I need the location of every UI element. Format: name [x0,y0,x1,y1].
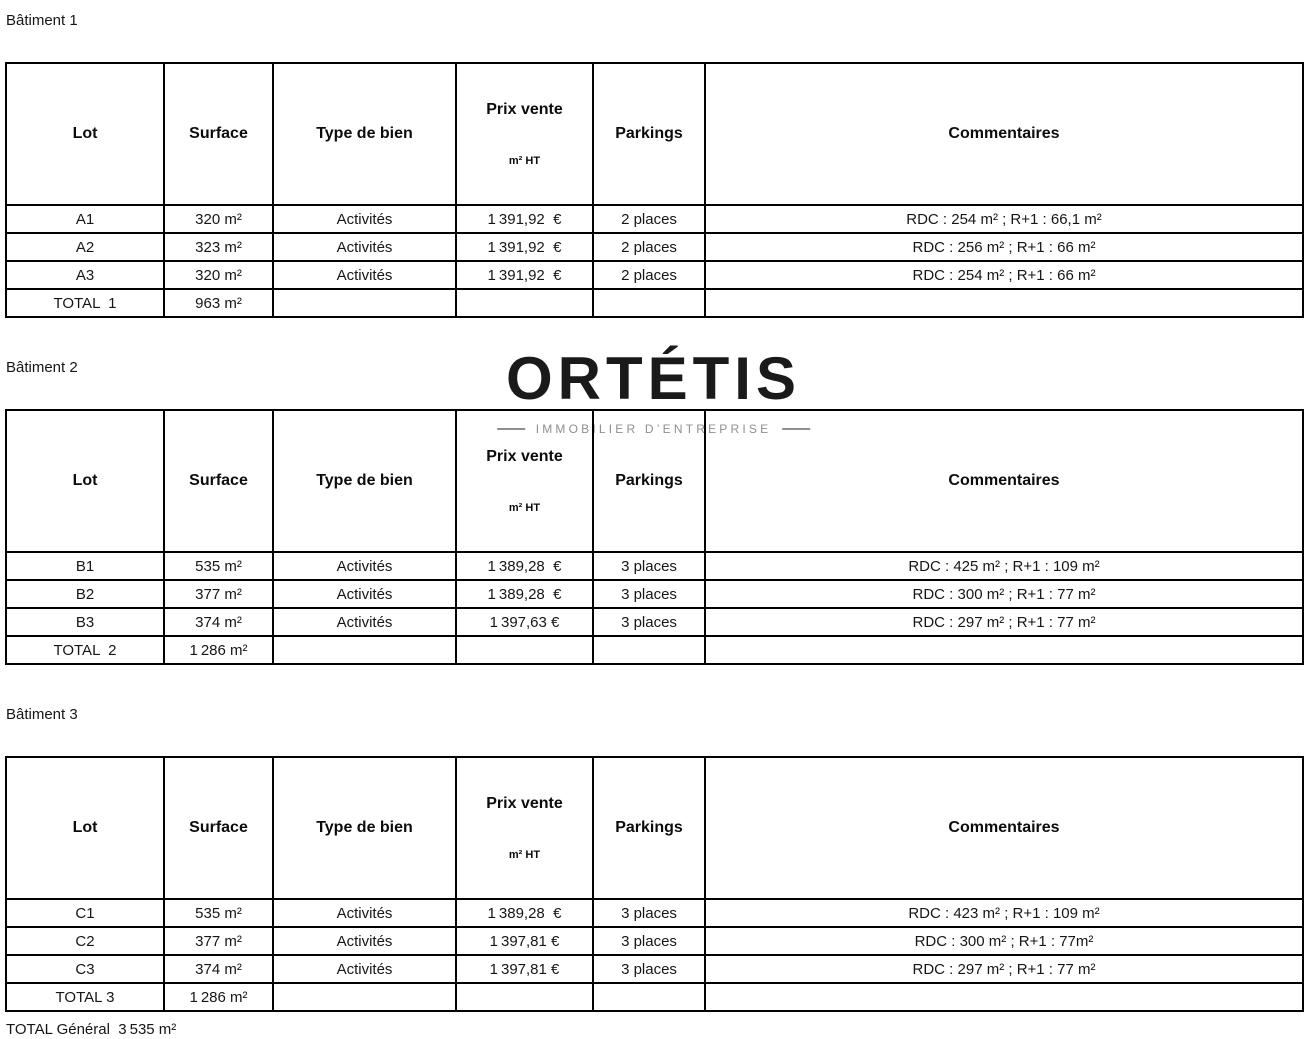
cell-type: Activités [273,899,456,927]
cell-lot: A2 [6,233,164,261]
table-row-a1 [6,205,1303,233]
col-header-prix-vente [456,63,593,205]
section-title-batiment-2: Bâtiment 2 [6,359,78,376]
col-header-prix-vente-line2: m² HT [508,502,541,514]
total-row-batiment-2 [6,636,1303,664]
table-row-b1 [6,552,1303,580]
cell-empty [593,983,705,1011]
table-row-c1 [6,899,1303,927]
lots-table-batiment-2 [5,409,1304,665]
section-batiment-1 [5,12,1302,318]
cell-surface: 374 m² [164,608,273,636]
cell-type: Activités [273,927,456,955]
cell-surface: 377 m² [164,580,273,608]
cell-total-surface: 1 286 m² [164,636,273,664]
watermark-tagline: IMMOBILIER D’ENTREPRISE [535,422,772,436]
cell-surface: 535 m² [164,552,273,580]
cell-parkings: 3 places [593,927,705,955]
cell-commentaires: RDC : 300 m² ; R+1 : 77m² [705,927,1303,955]
lots-table-batiment-1 [5,62,1304,318]
cell-parkings: 3 places [593,955,705,983]
cell-type: Activités [273,608,456,636]
col-header-type-de-bien: Type de bien [273,757,456,899]
cell-commentaires: RDC : 254 m² ; R+1 : 66,1 m² [705,205,1303,233]
cell-prix: 1 389,28 € [456,899,593,927]
col-header-prix-vente-line1: Prix vente [486,795,563,812]
header-row [6,757,1303,899]
col-header-commentaires: Commentaires [705,63,1303,205]
col-header-prix-vente-line1: Prix vente [486,101,563,118]
section-title-batiment-1: Bâtiment 1 [6,12,78,29]
cell-prix: 1 389,28 € [456,580,593,608]
cell-empty [705,636,1303,664]
col-header-parkings: Parkings [593,410,705,552]
col-header-parkings: Parkings [593,63,705,205]
ortetis-logo-text: ORTÉTIS [505,345,801,412]
cell-parkings: 2 places [593,205,705,233]
cell-commentaires: RDC : 297 m² ; R+1 : 77 m² [705,955,1303,983]
cell-empty [705,983,1303,1011]
lots-table-batiment-3 [5,756,1304,1012]
cell-surface: 374 m² [164,955,273,983]
cell-prix: 1 389,28 € [456,552,593,580]
cell-empty [456,983,593,1011]
cell-type: Activités [273,233,456,261]
cell-parkings: 2 places [593,233,705,261]
cell-lot: C3 [6,955,164,983]
cell-type: Activités [273,205,456,233]
cell-parkings: 3 places [593,899,705,927]
cell-total-label: TOTAL 2 [6,636,164,664]
cell-lot: B3 [6,608,164,636]
col-header-type-de-bien: Type de bien [273,63,456,205]
col-header-prix-vente-line2: m² HT [508,849,541,861]
cell-total-label: TOTAL 3 [6,983,164,1011]
table-row-c2 [6,927,1303,955]
cell-surface: 377 m² [164,927,273,955]
cell-empty [593,636,705,664]
table-row-c3 [6,955,1303,983]
col-header-surface: Surface [164,410,273,552]
cell-lot: C2 [6,927,164,955]
header-row [6,63,1303,205]
cell-surface: 320 m² [164,261,273,289]
col-header-lot: Lot [6,757,164,899]
col-header-surface: Surface [164,757,273,899]
cell-commentaires: RDC : 425 m² ; R+1 : 109 m² [705,552,1303,580]
cell-surface: 535 m² [164,899,273,927]
cell-type: Activités [273,955,456,983]
col-header-prix-vente [456,757,593,899]
col-header-commentaires: Commentaires [705,410,1303,552]
cell-surface: 320 m² [164,205,273,233]
cell-type: Activités [273,580,456,608]
cell-prix: 1 397,81 € [456,955,593,983]
cell-commentaires: RDC : 254 m² ; R+1 : 66 m² [705,261,1303,289]
cell-type: Activités [273,261,456,289]
col-header-commentaires: Commentaires [705,757,1303,899]
cell-parkings: 2 places [593,261,705,289]
cell-commentaires: RDC : 297 m² ; R+1 : 77 m² [705,608,1303,636]
cell-type: Activités [273,552,456,580]
cell-lot: C1 [6,899,164,927]
cell-commentaires: RDC : 256 m² ; R+1 : 66 m² [705,233,1303,261]
cell-surface: 323 m² [164,233,273,261]
col-header-parkings: Parkings [593,757,705,899]
cell-lot: B1 [6,552,164,580]
section-batiment-3 [5,706,1302,1012]
cell-prix: 1 391,92 € [456,205,593,233]
col-header-surface: Surface [164,63,273,205]
cell-lot: A1 [6,205,164,233]
cell-prix: 1 397,63 € [456,608,593,636]
cell-empty [273,289,456,317]
table-row-a3 [6,261,1303,289]
header-row [6,410,1303,552]
section-title-batiment-3: Bâtiment 3 [6,706,78,723]
cell-total-surface: 1 286 m² [164,983,273,1011]
table-row-a2 [6,233,1303,261]
col-header-type-de-bien: Type de bien [273,410,456,552]
cell-total-label: TOTAL 1 [6,289,164,317]
col-header-lot: Lot [6,63,164,205]
cell-parkings: 3 places [593,552,705,580]
cell-lot: A3 [6,261,164,289]
total-row-batiment-3 [6,983,1303,1011]
table-row-b2 [6,580,1303,608]
cell-total-surface: 963 m² [164,289,273,317]
cell-prix: 1 391,92 € [456,233,593,261]
col-header-prix-vente [456,410,593,552]
cell-empty [456,636,593,664]
col-header-prix-vente-line2: m² HT [508,155,541,167]
col-header-lot: Lot [6,410,164,552]
cell-commentaires: RDC : 423 m² ; R+1 : 109 m² [705,899,1303,927]
cell-parkings: 3 places [593,608,705,636]
cell-commentaires: RDC : 300 m² ; R+1 : 77 m² [705,580,1303,608]
cell-parkings: 3 places [593,580,705,608]
grand-total-text: TOTAL Général 3 535 m² [6,1021,177,1038]
cell-prix: 1 391,92 € [456,261,593,289]
cell-empty [705,289,1303,317]
table-row-b3 [6,608,1303,636]
section-batiment-2 [5,359,1302,665]
cell-empty [456,289,593,317]
cell-prix: 1 397,81 € [456,927,593,955]
col-header-prix-vente-line1: Prix vente [486,448,563,465]
cell-empty [593,289,705,317]
cell-empty [273,636,456,664]
cell-lot: B2 [6,580,164,608]
cell-empty [273,983,456,1011]
total-row-batiment-1 [6,289,1303,317]
